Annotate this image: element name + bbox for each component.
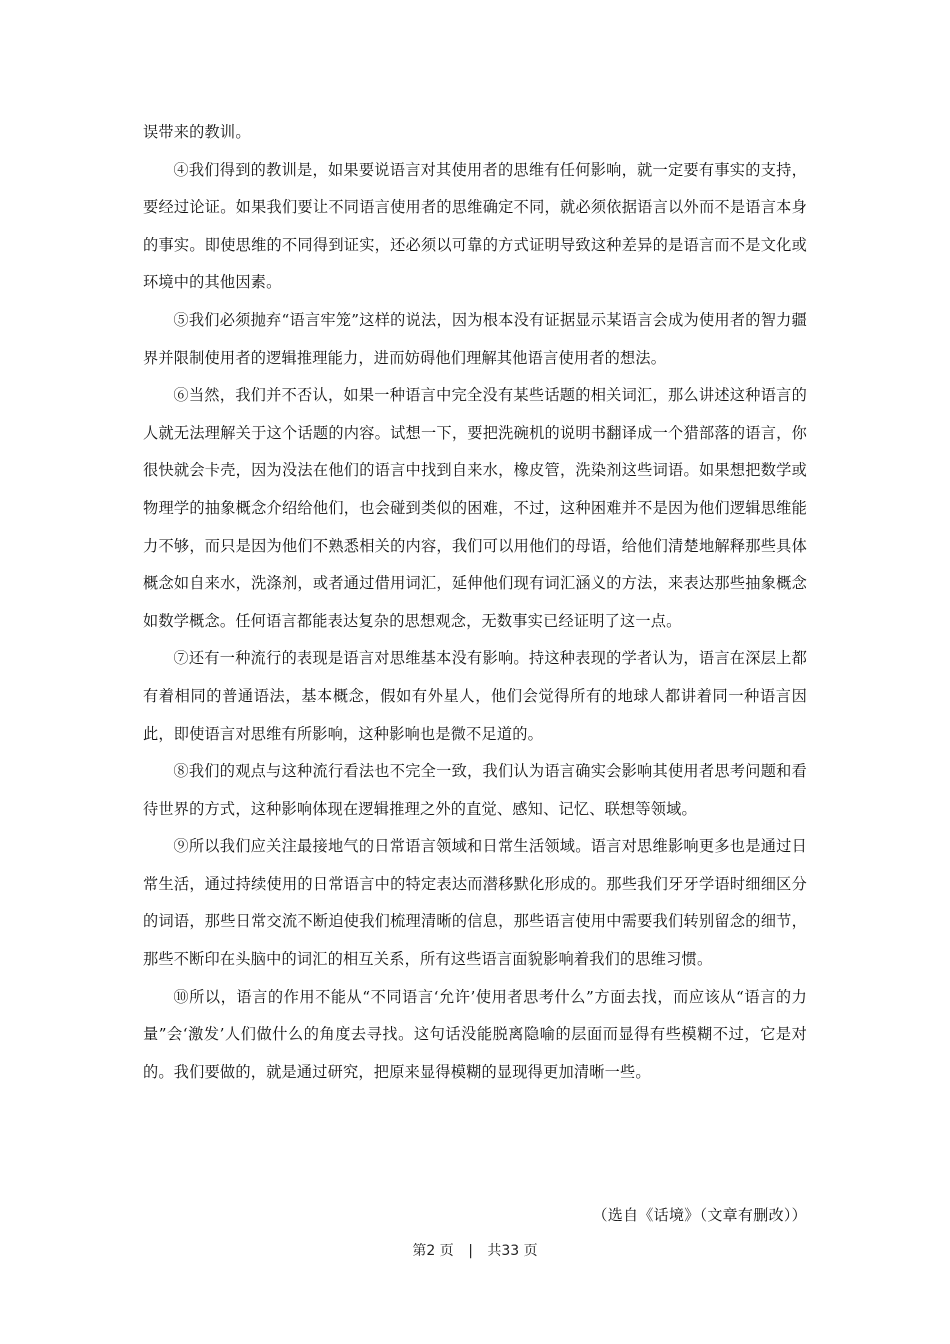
paragraph-9: ⑨所以我们应关注最接地气的日常语言领域和日常生活领域。语言对思维影响更多也是通过日常生活，通过持续使用的日常语言中的特定表达而潜移默化形成的。那些我们牙牙学语时细细区分的词语，那些日常交流不断迫使我们梳理清晰的信息，那些语言使用中需要我们转别留念的细节，那些不断印在头脑中的词汇的相互关系，所有这些语言面貌影响着我们的思维习惯。 <box>143 837 807 969</box>
paragraph-7: ⑦还有一种流行的表现是语言对思维基本没有影响。持这种表现的学者认为，语言在深层上都有着相同的普通语法，基本概念，假如有外星人，他们会觉得所有的地球人都讲着同一种语言因此，即使语言对思维有所影响，这种影响也是微不足道的。 <box>143 649 807 743</box>
article-body <box>143 114 807 1091</box>
total-pages: 共33 页 <box>487 1243 538 1259</box>
source-citation: （选自《话境》（文章有删改）） <box>592 1206 807 1224</box>
paragraph-6: ⑥当然，我们并不否认，如果一种语言中完全没有某些话题的相关词汇，那么讲述这种语言的人就无法理解关于这个话题的内容。试想一下，要把洗碗机的说明书翻译成一个猎部落的语言，你很快就会卡壳，因为没法在他们的语言中找到自来水，橡皮管，洗染剂这些词语。如果想把数学或物理学的抽象概念介绍给他们，也会碰到类似的困难，不过，这种困难并不是因为他们逻辑思维能力不够，而只是因为他们不熟悉相关的内容，我们可以用他们的母语，给他们清楚地解释那些具体概念如自来水，洗涤剂，或者通过借用词汇，延伸他们现有词汇涵义的方法，来表达那些抽象概念如数学概念。任何语言都能表达复杂的思想观念，无数事实已经证明了这一点。 <box>143 386 807 630</box>
paragraph-10: ⑩所以，语言的作用不能从“不同语言‘允许’使用者思考什么”方面去找，而应该从“语言的力量”会‘激发’人们做什么的角度去寻找。这句话没能脱离隐喻的层面而显得有些模糊不过，它是对的。我们要做的，就是通过研究，把原来显得模糊的显现得更加清晰一些。 <box>143 987 807 1081</box>
footer-separator: | <box>468 1243 473 1259</box>
page-number: 第2 页 <box>412 1243 454 1259</box>
paragraph-5: ⑤我们必须抛弃“语言牢笼”这样的说法，因为根本没有证据显示某语言会成为使用者的智力疆界并限制使用者的逻辑推理能力，进而妨碍他们理解其他语言使用者的想法。 <box>143 310 807 367</box>
page-footer <box>0 1241 950 1261</box>
paragraph-continuation: 误带来的教训。 <box>143 123 251 141</box>
paragraph-8: ⑧我们的观点与这种流行看法也不完全一致，我们认为语言确实会影响其使用者思考问题和看待世界的方式，这种影响体现在逻辑推理之外的直觉、感知、记忆、联想等领域。 <box>143 762 807 818</box>
paragraph-4: ④我们得到的教训是，如果要说语言对其使用者的思维有任何影响，就一定要有事实的支持，要经过论证。如果我们要让不同语言使用者的思维确定不同，就必须依据语言以外而不是语言本身的事实。即使思维的不同得到证实，还必须以可靠的方式证明导致这种差异的是语言而不是文化或环境中的其他因素。 <box>143 160 807 292</box>
